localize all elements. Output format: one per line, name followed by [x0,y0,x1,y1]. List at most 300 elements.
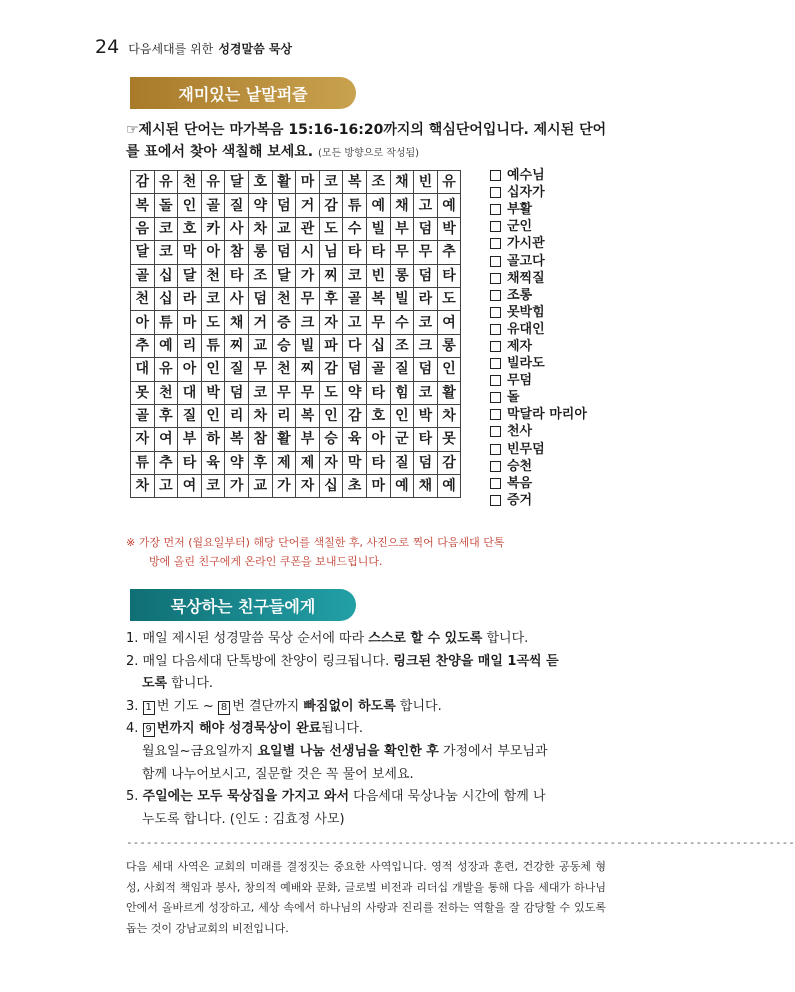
grid-cell[interactable]: 후 [154,404,178,427]
grid-cell[interactable]: 골 [131,264,155,287]
grid-cell[interactable]: 자 [319,451,343,474]
grid-cell[interactable]: 육 [343,428,367,451]
grid-cell[interactable]: 여 [437,311,461,334]
word-checklist-item [490,167,587,184]
grid-cell[interactable]: 채 [390,171,414,194]
grid-cell[interactable]: 거 [248,311,272,334]
grid-cell[interactable]: 덤 [272,194,296,217]
grid-cell[interactable]: 무 [296,287,320,310]
grid-cell[interactable]: 차 [248,404,272,427]
grid-cell[interactable]: 무 [366,311,390,334]
grid-cell[interactable]: 코 [319,171,343,194]
step-text: 매일 제시된 성경말씀 묵상 순서에 따라 [142,631,369,646]
grid-cell[interactable]: 카 [201,217,225,240]
step-number: 4. [126,721,139,737]
grid-cell[interactable]: 십 [154,287,178,310]
checkbox[interactable] [490,444,501,455]
grid-cell[interactable]: 인 [201,404,225,427]
word-checklist-item [490,252,587,269]
grid-cell[interactable]: 예 [437,194,461,217]
grid-cell[interactable]: 튜 [131,451,155,474]
word-label: 조롱 [507,287,533,303]
puzzle-notice [126,533,616,571]
grid-cell[interactable]: 부 [296,428,320,451]
grid-cell[interactable]: 덤 [414,264,438,287]
grid-cell[interactable]: 막 [178,241,202,264]
grid-cell[interactable]: 제 [272,451,296,474]
grid-cell[interactable]: 빌 [296,334,320,357]
step-4-detail-continued [126,764,606,787]
grid-cell[interactable]: 골 [366,358,390,381]
grid-cell[interactable]: 천 [272,287,296,310]
grid-cell[interactable]: 덤 [225,381,249,404]
step-text: 누도록 합니다. (인도 : 김효정 사모) [142,811,345,827]
grid-cell[interactable]: 호 [366,404,390,427]
word-checklist-item [490,441,587,458]
checkbox[interactable] [490,375,501,386]
notice-line-1: ※ 가장 먼저 (월요일부터) 해당 단어를 색칠한 후, 사진으로 찍어 다음세대 단톡 [126,536,505,549]
grid-cell[interactable]: 박 [201,381,225,404]
grid-cell[interactable]: 감 [437,451,461,474]
grid-cell[interactable]: 질 [390,451,414,474]
grid-cell[interactable]: 무 [248,358,272,381]
grid-cell[interactable]: 참 [225,241,249,264]
grid-cell[interactable]: 채 [225,311,249,334]
grid-cell[interactable]: 타 [178,451,202,474]
grid-cell[interactable]: 십 [366,334,390,357]
grid-cell[interactable]: 인 [201,358,225,381]
step-text: 다음세대 묵상나눔 시간에 함께 나 [349,789,546,805]
grid-cell[interactable]: 자 [319,311,343,334]
puzzle-intro-text: ☞제시된 단어는 마가복음 15:16-16:20까지의 핵심단어입니다. 제시된 단어를 표에서 찾아 색칠해 보세요. [126,122,607,160]
grid-cell[interactable]: 마 [178,311,202,334]
checkbox[interactable] [490,495,501,506]
puzzle-intro [126,119,616,165]
grid-cell[interactable]: 고 [154,475,178,498]
word-label: 막달라 마리아 [507,407,587,423]
grid-cell[interactable]: 막 [343,451,367,474]
grid-cell[interactable]: 코 [201,287,225,310]
grid-cell[interactable]: 달 [225,171,249,194]
grid-row [131,381,461,404]
grid-cell[interactable]: 대 [131,358,155,381]
grid-cell[interactable]: 복 [366,287,390,310]
grid-cell[interactable]: 여 [178,475,202,498]
grid-cell[interactable]: 부 [178,428,202,451]
grid-cell[interactable]: 가 [296,264,320,287]
grid-cell[interactable]: 조 [366,171,390,194]
grid-cell[interactable]: 십 [154,264,178,287]
grid-cell[interactable]: 박 [437,217,461,240]
grid-cell[interactable]: 여 [154,428,178,451]
grid-cell[interactable]: 약 [248,194,272,217]
checkbox[interactable] [490,409,501,420]
grid-cell[interactable]: 추 [154,451,178,474]
checkbox[interactable] [490,238,501,249]
checkbox[interactable] [490,341,501,352]
grid-cell[interactable]: 타 [225,264,249,287]
checkbox[interactable] [490,461,501,472]
word-checklist-item [490,201,587,218]
grid-cell[interactable]: 천 [154,381,178,404]
grid-cell[interactable]: 하 [201,428,225,451]
grid-cell[interactable]: 도 [201,311,225,334]
grid-cell[interactable]: 빈 [414,171,438,194]
grid-cell[interactable]: 초 [343,475,367,498]
grid-cell[interactable]: 관 [296,217,320,240]
grid-cell[interactable]: 차 [131,475,155,498]
grid-cell[interactable]: 코 [154,217,178,240]
grid-cell[interactable]: 찌 [319,264,343,287]
grid-cell[interactable]: 거 [296,194,320,217]
grid-cell[interactable]: 복 [296,404,320,427]
word-checklist [490,167,587,509]
grid-cell[interactable]: 라 [414,287,438,310]
grid-cell[interactable]: 인 [178,194,202,217]
boxed-number: 1 [143,701,155,715]
grid-cell[interactable]: 복 [225,428,249,451]
grid-cell[interactable]: 승 [272,334,296,357]
boxed-number: 8 [218,701,230,715]
grid-cell[interactable]: 감 [319,194,343,217]
grid-cell[interactable]: 골 [343,287,367,310]
grid-cell[interactable]: 빈 [366,264,390,287]
grid-cell[interactable]: 덤 [414,358,438,381]
checkbox[interactable] [490,478,501,489]
checkbox[interactable] [490,273,501,284]
grid-cell[interactable]: 예 [154,334,178,357]
grid-cell[interactable]: 육 [201,451,225,474]
grid-cell[interactable]: 롱 [248,241,272,264]
grid-cell[interactable]: 튜 [154,311,178,334]
grid-cell[interactable]: 감 [131,171,155,194]
grid-cell[interactable]: 코 [414,311,438,334]
word-label: 가시관 [507,236,545,252]
grid-cell[interactable]: 힘 [390,381,414,404]
header-pre-title: 다음세대를 위한 [128,42,214,56]
grid-cell[interactable]: 무 [414,241,438,264]
grid-row [131,404,461,427]
grid-cell[interactable]: 아 [131,311,155,334]
grid-cell[interactable]: 빌 [390,287,414,310]
grid-cell[interactable]: 빌 [366,217,390,240]
word-label: 돌 [507,390,520,406]
step-emphasis: 스스로 할 수 있도록 [368,631,483,646]
grid-cell[interactable]: 교 [248,475,272,498]
grid-cell[interactable]: 라 [178,287,202,310]
grid-cell[interactable]: 가 [272,475,296,498]
grid-row [131,287,461,310]
grid-row [131,475,461,498]
grid-cell[interactable]: 후 [248,451,272,474]
step-text: 번 기도 ~ [156,698,218,714]
grid-cell[interactable]: 도 [319,381,343,404]
grid-cell[interactable]: 예 [366,194,390,217]
grid-cell[interactable]: 달 [131,241,155,264]
grid-row [131,264,461,287]
grid-cell[interactable]: 롱 [437,334,461,357]
step-4-detail [126,741,606,764]
checkbox[interactable] [490,256,501,267]
grid-cell[interactable]: 코 [343,264,367,287]
grid-cell[interactable]: 십 [319,475,343,498]
grid-cell[interactable]: 못 [131,381,155,404]
checkbox[interactable] [490,358,501,369]
grid-cell[interactable]: 추 [131,334,155,357]
puzzle-section-title [130,77,356,109]
grid-cell[interactable]: 아 [178,358,202,381]
header-title: 성경말씀 묵상 [218,42,293,56]
checkbox[interactable] [490,170,501,181]
grid-cell[interactable]: 차 [248,217,272,240]
grid-cell[interactable]: 타 [414,428,438,451]
grid-cell[interactable]: 약 [225,451,249,474]
grid-cell[interactable]: 제 [296,451,320,474]
word-label: 채찍질 [507,270,545,286]
grid-cell[interactable]: 롱 [390,264,414,287]
grid-cell[interactable]: 고 [343,311,367,334]
step-2 [126,651,606,674]
grid-cell[interactable]: 유 [154,171,178,194]
grid-cell[interactable]: 부 [390,217,414,240]
step-5 [126,786,606,809]
grid-cell[interactable]: 타 [437,264,461,287]
grid-cell[interactable]: 돌 [154,194,178,217]
step-text: 월요일~금요일까지 [142,743,258,759]
page-number: 24 [95,36,120,58]
step-text: 합니다. [167,676,214,692]
grid-cell[interactable]: 교 [272,217,296,240]
grid-cell[interactable]: 사 [225,217,249,240]
grid-cell[interactable]: 파 [319,334,343,357]
grid-cell[interactable]: 승 [319,428,343,451]
checkbox[interactable] [490,426,501,437]
puzzle-title-text: 재미있는 낱말퍼즐 [178,84,308,104]
grid-cell[interactable]: 활 [437,381,461,404]
grid-cell[interactable]: 채 [390,194,414,217]
grid-cell[interactable]: 천 [201,264,225,287]
word-checklist-item [490,270,587,287]
grid-cell[interactable]: 예 [437,475,461,498]
grid-cell[interactable]: 추 [437,241,461,264]
grid-cell[interactable]: 가 [225,475,249,498]
grid-cell[interactable]: 조 [248,264,272,287]
grid-cell[interactable]: 시 [296,241,320,264]
grid-cell[interactable]: 마 [366,475,390,498]
grid-row [131,334,461,357]
notice-line-2: 방에 올린 친구에게 온라인 쿠폰을 보내드립니다. [149,555,383,568]
grid-cell[interactable]: 교 [248,334,272,357]
grid-cell[interactable]: 덤 [414,217,438,240]
grid-cell[interactable]: 증 [272,311,296,334]
grid-cell[interactable]: 호 [178,217,202,240]
grid-cell[interactable]: 다 [343,334,367,357]
word-label: 유대인 [507,321,545,337]
grid-row [131,451,461,474]
word-checklist-item [490,389,587,406]
grid-cell[interactable]: 활 [272,428,296,451]
word-label: 예수님 [507,168,545,184]
grid-cell[interactable]: 타 [343,241,367,264]
grid-cell[interactable]: 질 [390,358,414,381]
grid-cell[interactable]: 무 [390,241,414,264]
grid-cell[interactable]: 질 [178,404,202,427]
grid-cell[interactable]: 유 [154,358,178,381]
checkbox[interactable] [490,290,501,301]
grid-cell[interactable]: 유 [437,171,461,194]
grid-cell[interactable]: 자 [131,428,155,451]
grid-cell[interactable]: 덤 [248,287,272,310]
grid-row [131,217,461,240]
grid-cell[interactable]: 찌 [296,358,320,381]
grid-cell[interactable]: 튜 [201,334,225,357]
grid-cell[interactable]: 수 [390,311,414,334]
grid-cell[interactable]: 사 [225,287,249,310]
word-checklist-item [490,458,587,475]
word-checklist-item [490,475,587,492]
grid-cell[interactable]: 채 [414,475,438,498]
grid-cell[interactable]: 코 [201,475,225,498]
grid-cell[interactable]: 아 [366,428,390,451]
grid-cell[interactable]: 천 [272,358,296,381]
grid-cell[interactable]: 차 [437,404,461,427]
step-number: 2. [126,653,139,669]
grid-cell[interactable]: 덤 [414,451,438,474]
grid-cell[interactable]: 코 [414,381,438,404]
step-text: 매일 다음세대 단톡방에 찬양이 링크됩니다. [142,653,394,669]
word-label: 천사 [507,424,533,440]
word-checklist-item [490,218,587,235]
grid-cell[interactable]: 박 [414,404,438,427]
step-emphasis: 빠짐없이 하도록 [303,698,396,714]
grid-cell[interactable]: 인 [390,404,414,427]
grid-cell[interactable]: 천 [178,171,202,194]
meditation-title-text: 묵상하는 친구들에게 [170,596,316,616]
grid-cell[interactable]: 참 [248,428,272,451]
grid-cell[interactable]: 도 [437,287,461,310]
grid-cell[interactable]: 후 [319,287,343,310]
grid-cell[interactable]: 조 [390,334,414,357]
step-text: 함께 나누어보시고, 질문할 것은 꼭 물어 보세요. [142,766,414,782]
step-number: 1. [126,631,139,646]
grid-cell[interactable]: 음 [131,217,155,240]
grid-cell[interactable]: 타 [366,451,390,474]
step-4 [126,718,606,741]
checkbox[interactable] [490,324,501,335]
grid-cell[interactable]: 아 [201,241,225,264]
grid-cell[interactable]: 리 [225,404,249,427]
grid-cell[interactable]: 무 [296,381,320,404]
step-3 [126,696,606,719]
grid-cell[interactable]: 호 [248,171,272,194]
grid-cell[interactable]: 코 [154,241,178,264]
grid-cell[interactable]: 크 [414,334,438,357]
grid-cell[interactable]: 인 [437,358,461,381]
checkbox[interactable] [490,392,501,403]
grid-cell[interactable]: 님 [319,241,343,264]
grid-cell[interactable]: 무 [272,381,296,404]
grid-row [131,428,461,451]
word-checklist-item [490,184,587,201]
checkbox[interactable] [490,221,501,232]
grid-cell[interactable]: 타 [366,381,390,404]
step-emphasis: 도록 [142,676,168,692]
word-checklist-item [490,406,587,423]
grid-cell[interactable]: 덤 [343,358,367,381]
word-checklist-item [490,338,587,355]
step-2-continued [126,673,606,696]
grid-cell[interactable]: 복 [343,171,367,194]
grid-cell[interactable]: 인 [319,404,343,427]
grid-cell[interactable]: 달 [272,264,296,287]
checkbox[interactable] [490,307,501,318]
grid-cell[interactable]: 수 [343,217,367,240]
word-label: 빈무덤 [507,441,545,457]
grid-cell[interactable]: 타 [366,241,390,264]
grid-cell[interactable]: 리 [272,404,296,427]
step-1 [126,628,606,651]
grid-cell[interactable]: 튜 [343,194,367,217]
word-checklist-item [490,492,587,509]
grid-cell[interactable]: 군 [390,428,414,451]
grid-cell[interactable]: 질 [225,194,249,217]
word-checklist-item [490,304,587,321]
word-label: 군인 [507,219,533,235]
grid-cell[interactable]: 자 [296,475,320,498]
grid-cell[interactable]: 리 [178,334,202,357]
grid-cell[interactable]: 골 [131,404,155,427]
grid-cell[interactable]: 감 [319,358,343,381]
grid-cell[interactable]: 유 [201,171,225,194]
grid-cell[interactable]: 못 [437,428,461,451]
divider-dashes: ----------------------------------------------------------------------------------------------------- [126,836,795,849]
step-text: 번 결단까지 [232,698,304,714]
grid-cell[interactable]: 덤 [272,241,296,264]
grid-cell[interactable]: 천 [131,287,155,310]
grid-cell[interactable]: 마 [296,171,320,194]
grid-cell[interactable]: 예 [390,475,414,498]
word-checklist-item [490,235,587,252]
grid-cell[interactable]: 고 [414,194,438,217]
grid-cell[interactable]: 골 [201,194,225,217]
grid-cell[interactable]: 활 [272,171,296,194]
word-label: 빌라도 [507,356,545,372]
step-emphasis: 링크된 찬양을 매일 1곡씩 듣 [393,653,559,669]
grid-cell[interactable]: 대 [178,381,202,404]
step-text: 가정에서 부모님과 [438,743,548,759]
word-label: 증거 [507,492,533,508]
grid-cell[interactable]: 코 [248,381,272,404]
grid-cell[interactable]: 크 [296,311,320,334]
grid-row [131,241,461,264]
grid-cell[interactable]: 복 [131,194,155,217]
grid-cell[interactable]: 찌 [225,334,249,357]
grid-cell[interactable]: 약 [343,381,367,404]
word-search-grid[interactable] [130,170,461,498]
grid-cell[interactable]: 감 [343,404,367,427]
checkbox[interactable] [490,187,501,198]
word-label: 복음 [507,475,533,491]
checkbox[interactable] [490,204,501,215]
grid-cell[interactable]: 질 [225,358,249,381]
step-number: 5. [126,789,139,805]
boxed-number: 9 [143,723,155,737]
grid-cell[interactable]: 달 [178,264,202,287]
step-text: 합니다. [482,631,529,646]
meditation-section-title [130,589,356,621]
grid-cell[interactable]: 도 [319,217,343,240]
word-label: 승천 [507,458,533,474]
